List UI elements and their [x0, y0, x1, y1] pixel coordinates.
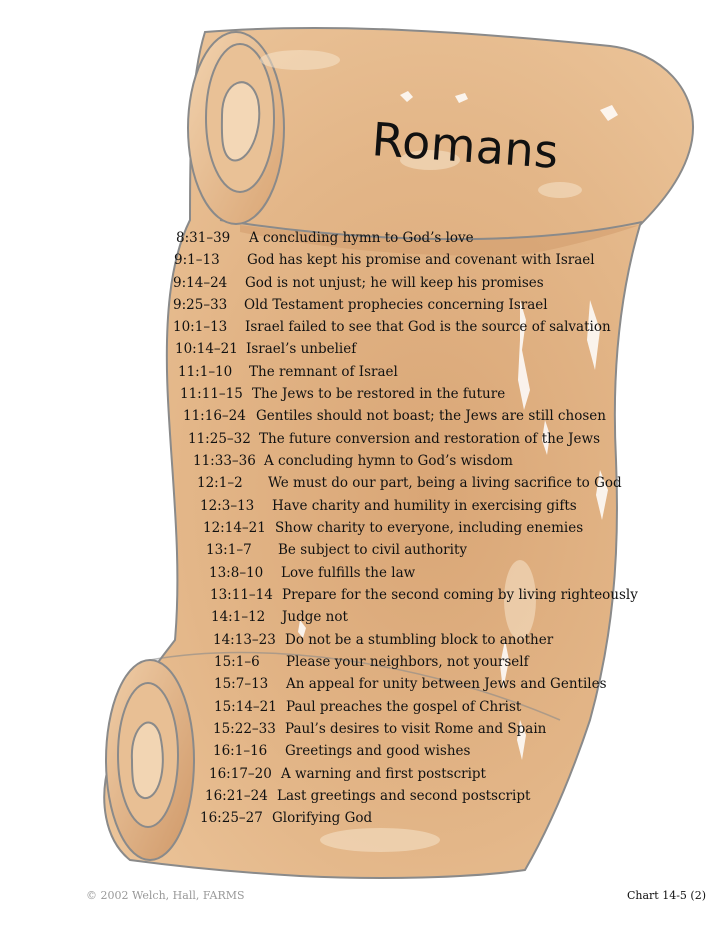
- verse-description: Paul’s desires to visit Rome and Spain: [285, 721, 547, 737]
- list-item: [214, 651, 529, 673]
- list-item: [193, 450, 513, 472]
- verse-reference: 15:14–21: [214, 699, 277, 715]
- verse-reference: 14:13–23: [213, 632, 276, 648]
- verse-reference: 15:7–13: [214, 676, 269, 692]
- verse-reference: 16:1–16: [213, 743, 268, 759]
- list-item: [213, 629, 554, 651]
- list-item: [180, 383, 506, 405]
- copyright-notice: © 2002 Welch, Hall, FARMS: [86, 889, 245, 902]
- list-item: [206, 539, 468, 561]
- list-item: [214, 673, 607, 695]
- verse-reference: 9:25–33: [173, 297, 228, 313]
- verse-reference: 11:25–32: [188, 431, 251, 447]
- verse-description: Be subject to civil authority: [278, 542, 468, 558]
- list-item: [183, 405, 606, 427]
- verse-description: The remnant of Israel: [249, 364, 398, 380]
- verse-reference: 10:14–21: [175, 341, 238, 357]
- verse-description: Show charity to everyone, including enemies: [275, 520, 584, 536]
- list-item: [209, 763, 486, 785]
- verse-description: We must do our part, being a living sacrifice to God: [268, 475, 622, 491]
- verse-reference: 12:14–21: [203, 520, 266, 536]
- verse-reference: 13:8–10: [209, 565, 264, 581]
- verse-description: Have charity and humility in exercising gifts: [272, 498, 577, 514]
- verse-description: Israel failed to see that God is the source of salvation: [245, 319, 611, 335]
- verse-reference: 11:11–15: [180, 386, 243, 402]
- verse-reference: 12:3–13: [200, 498, 255, 514]
- list-item: [178, 361, 398, 383]
- verse-description: Love fulfills the law: [281, 565, 416, 581]
- verse-reference: 9:14–24: [173, 275, 228, 291]
- list-item: [213, 740, 471, 762]
- verse-reference: 11:1–10: [178, 364, 233, 380]
- verse-description: Paul preaches the gospel of Christ: [286, 699, 522, 715]
- list-item: [173, 272, 544, 294]
- verse-reference: 16:25–27: [200, 810, 263, 826]
- verse-description: The Jews to be restored in the future: [252, 386, 506, 402]
- verse-reference: 10:1–13: [173, 319, 228, 335]
- list-item: [173, 316, 611, 338]
- verse-description: Israel’s unbelief: [246, 341, 357, 357]
- verse-reference: 12:1–2: [197, 475, 243, 491]
- verse-description: Greetings and good wishes: [285, 743, 471, 759]
- verse-description: A concluding hymn to God’s wisdom: [264, 453, 513, 469]
- verse-reference: 16:21–24: [205, 788, 268, 804]
- verse-description: Judge not: [282, 609, 348, 625]
- page-title: Romans: [370, 112, 561, 179]
- verse-reference: 9:1–13: [174, 252, 220, 268]
- verse-description: Do not be a stumbling block to another: [285, 632, 554, 648]
- list-item: [188, 428, 600, 450]
- verse-reference: 15:1–6: [214, 654, 260, 670]
- list-item: [203, 517, 584, 539]
- chart-number: Chart 14-5 (2): [626, 889, 706, 902]
- verse-description: Please your neighbors, not yourself: [286, 654, 529, 670]
- verse-reference: 13:1–7: [206, 542, 252, 558]
- verse-description: A concluding hymn to God’s love: [249, 230, 474, 246]
- list-item: [205, 785, 531, 807]
- list-item: [174, 249, 595, 271]
- verse-reference: 14:1–12: [211, 609, 266, 625]
- verse-description: Gentiles should not boast; the Jews are still chosen: [256, 408, 606, 424]
- verse-description: Last greetings and second postscript: [277, 788, 531, 804]
- list-item: [176, 227, 474, 249]
- verse-reference: 11:33–36: [193, 453, 256, 469]
- list-item: [210, 584, 638, 606]
- verse-description: An appeal for unity between Jews and Gentiles: [286, 676, 607, 692]
- verse-reference: 11:16–24: [183, 408, 246, 424]
- list-item: [211, 606, 348, 628]
- verse-description: A warning and first postscript: [281, 766, 486, 782]
- list-item: [213, 718, 547, 740]
- verse-description: Old Testament prophecies concerning Israel: [244, 297, 548, 313]
- verse-description: Prepare for the second coming by living righteously: [282, 587, 638, 603]
- verse-reference: 13:11–14: [210, 587, 273, 603]
- list-item: [214, 696, 522, 718]
- verse-reference: 15:22–33: [213, 721, 276, 737]
- list-item: [200, 495, 577, 517]
- verse-reference: 8:31–39: [176, 230, 231, 246]
- verse-reference: 16:17–20: [209, 766, 272, 782]
- list-item: [175, 338, 357, 360]
- verse-description: God is not unjust; he will keep his promises: [245, 275, 544, 291]
- verse-description: God has kept his promise and covenant with Israel: [247, 252, 595, 268]
- verse-description: The future conversion and restoration of the Jews: [259, 431, 600, 447]
- list-item: [173, 294, 548, 316]
- verse-description: Glorifying God: [272, 810, 373, 826]
- list-item: [200, 807, 373, 829]
- list-item: [209, 562, 416, 584]
- list-item: [197, 472, 622, 494]
